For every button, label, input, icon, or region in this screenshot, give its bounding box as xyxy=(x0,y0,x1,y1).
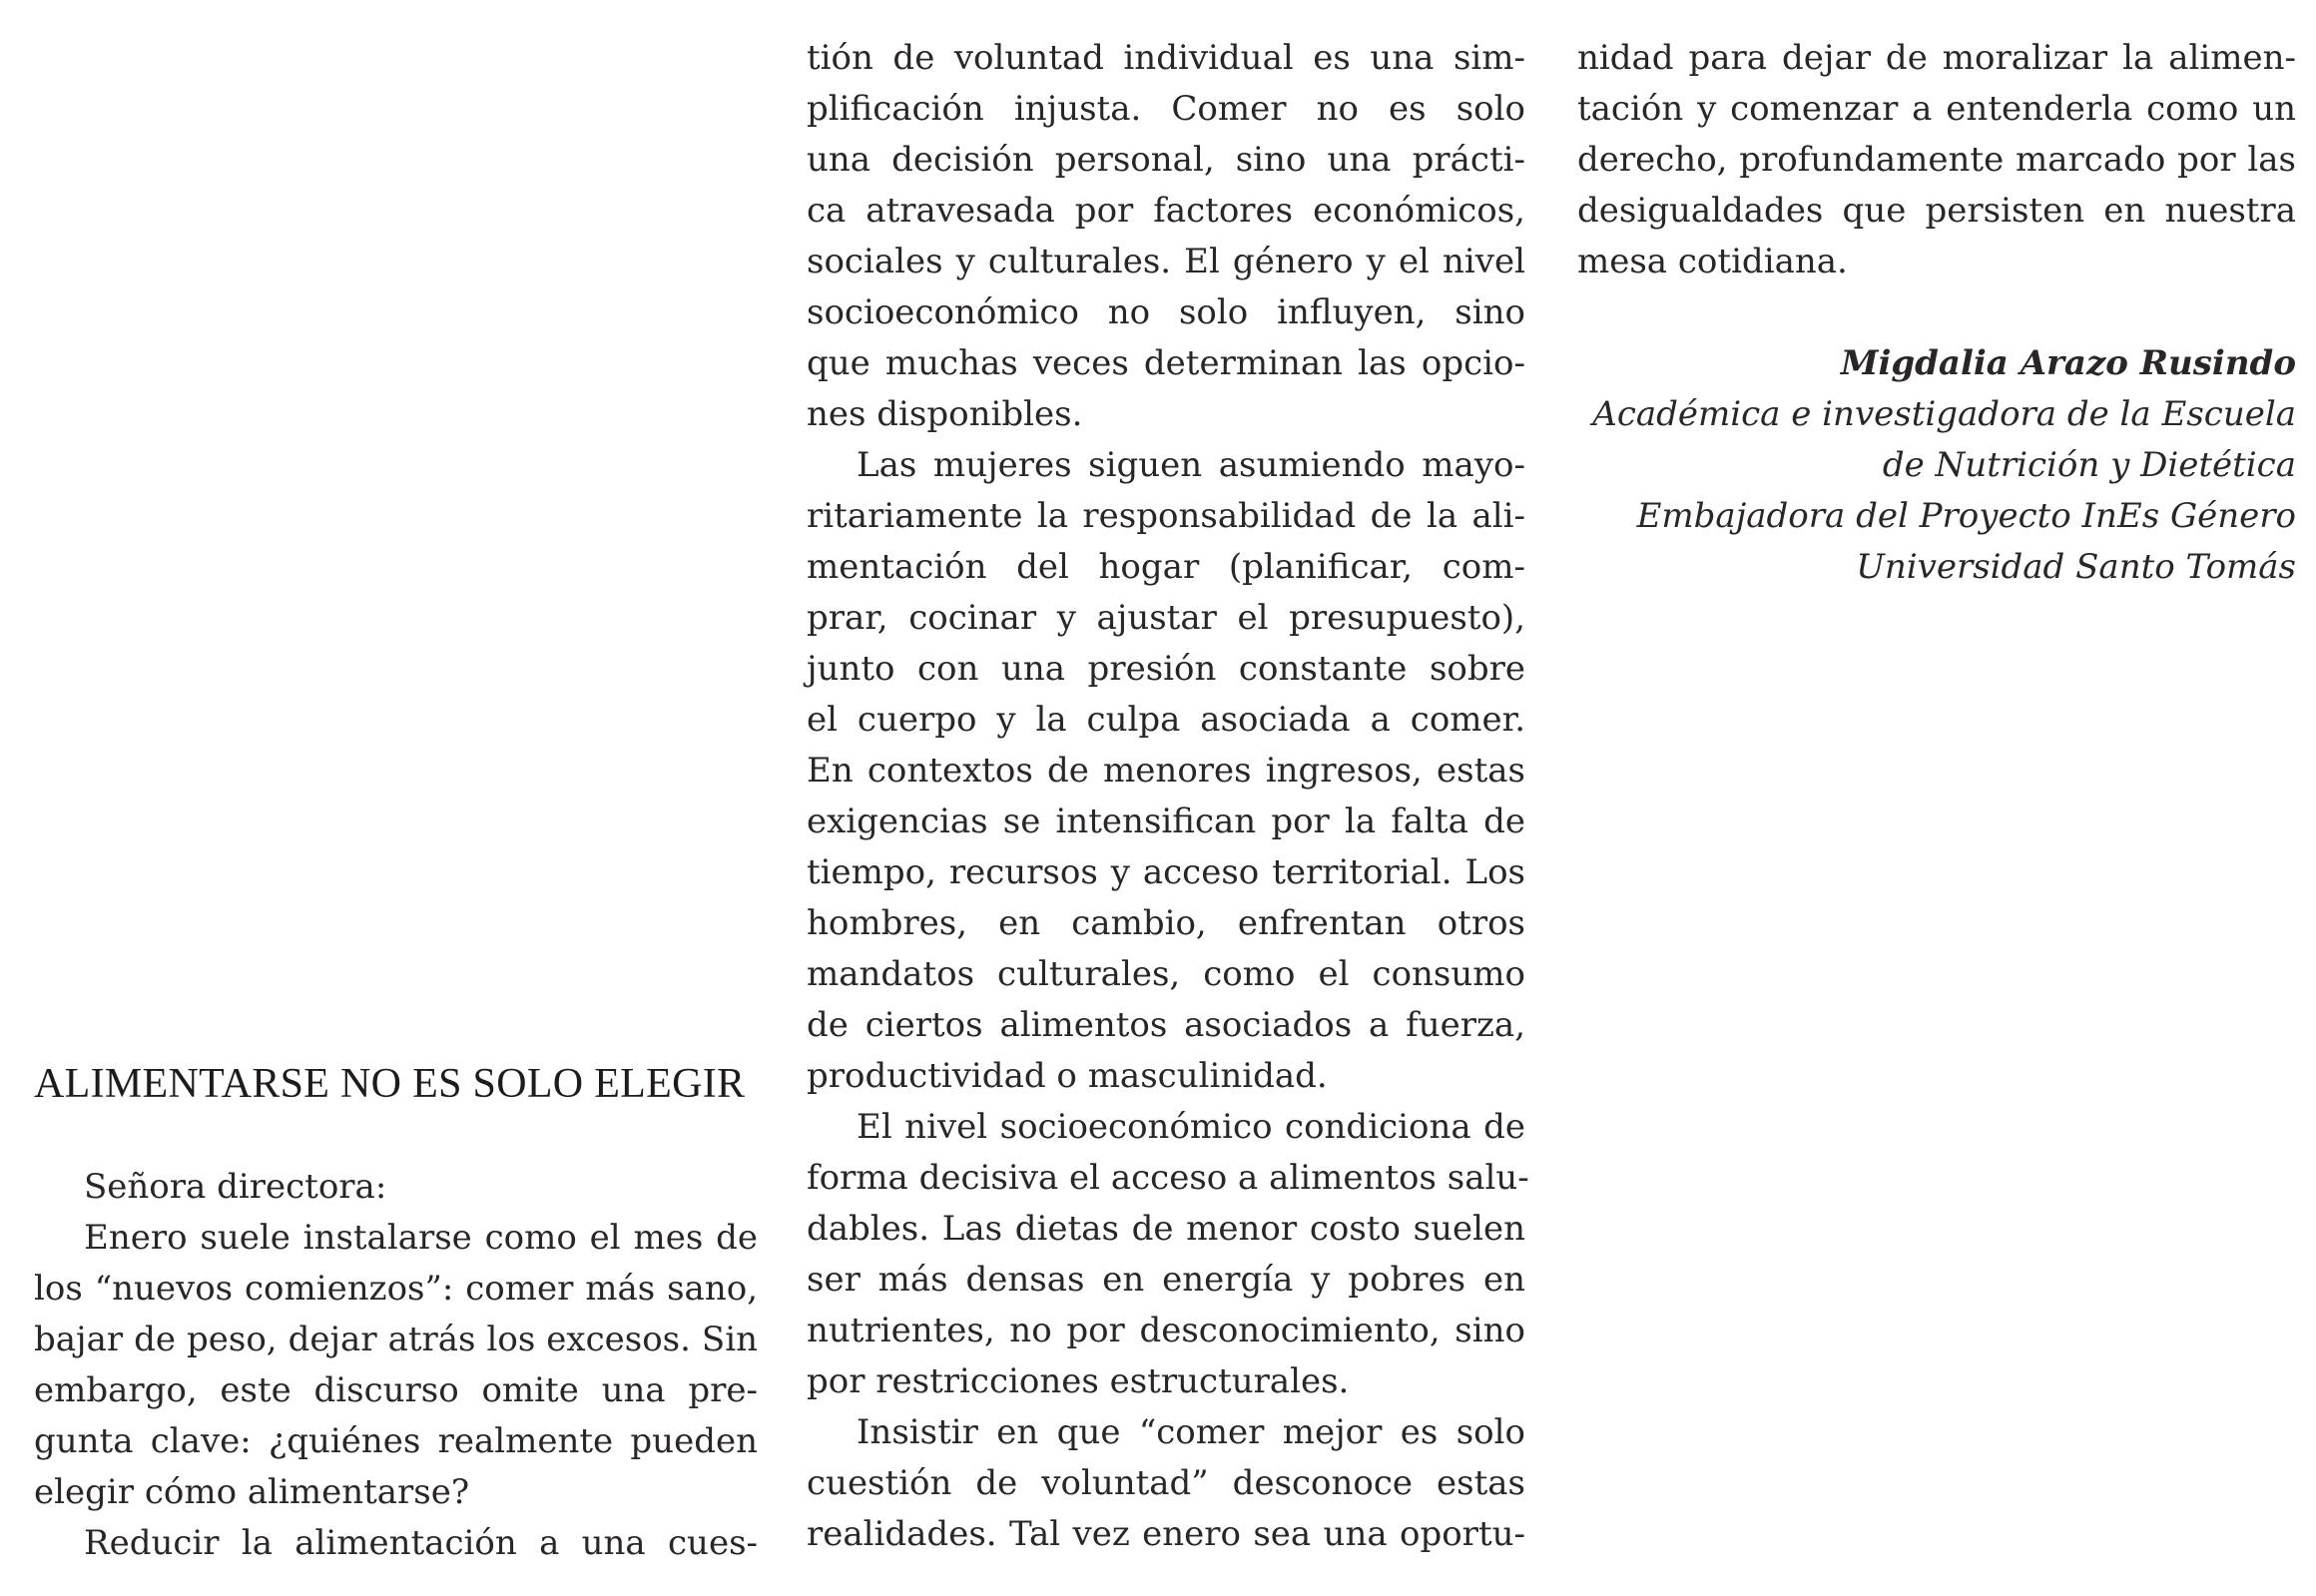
body-line: tiempo, recursos y acceso territorial. Los xyxy=(807,852,1525,892)
body-line: embargo, este discurso omite una pre- xyxy=(34,1370,758,1410)
body-line: Las mujeres siguen asumiendo mayo- xyxy=(857,445,1525,485)
author-affiliation: Embajadora del Proyecto InEs Género xyxy=(1636,496,2296,536)
body-line: elegir cómo alimentarse? xyxy=(34,1472,470,1512)
body-line: ser más densas en energía y pobres en xyxy=(807,1260,1525,1300)
body-line: plificación injusta. Comer no es solo xyxy=(807,89,1525,129)
body-line: bajar de peso, dejar atrás los excesos. Sin xyxy=(34,1320,758,1359)
body-line: forma decisiva el acceso a alimentos salu- xyxy=(807,1158,1529,1198)
body-line: por restricciones estructurales. xyxy=(807,1361,1350,1401)
body-line: nes disponibles. xyxy=(807,394,1083,434)
author-affiliation: Universidad Santo Tomás xyxy=(1856,547,2296,587)
body-line: exigencias se intensifican por la falta de xyxy=(807,801,1525,841)
body-line: desigualdades que persisten en nuestra xyxy=(1577,191,2296,231)
body-line: derecho, profundamente marcado por las xyxy=(1577,140,2296,180)
body-line: de ciertos alimentos asociados a fuerza, xyxy=(807,1005,1525,1045)
body-line: los “nuevos comienzos”: comer más sano, xyxy=(34,1269,758,1309)
body-line: productividad o masculinidad. xyxy=(807,1056,1328,1096)
body-line: junto con una presión constante sobre xyxy=(807,649,1525,689)
author-name: Migdalia Arazo Rusindo xyxy=(1840,343,2296,383)
body-line: ca atravesada por factores económicos, xyxy=(807,191,1525,231)
body-line: el cuerpo y la culpa asociada a comer. xyxy=(807,700,1525,740)
body-line: tión de voluntad individual es una sim- xyxy=(807,38,1525,78)
body-line: gunta clave: ¿quiénes realmente pueden xyxy=(34,1421,758,1461)
body-line: mesa cotidiana. xyxy=(1577,242,1848,281)
salutation: Señora directora: xyxy=(84,1167,387,1207)
body-line: nidad para dejar de moralizar la alimen- xyxy=(1577,38,2296,78)
body-line: socioeconómico no solo influyen, sino xyxy=(807,292,1525,332)
body-line: hombres, en cambio, enfrentan otros xyxy=(807,903,1525,943)
body-line: En contextos de menores ingresos, estas xyxy=(807,751,1525,791)
body-line: que muchas veces determinan las opcio- xyxy=(807,343,1525,383)
body-line: ritariamente la responsabilidad de la ali- xyxy=(807,496,1525,536)
body-line: mentación del hogar (planificar, com- xyxy=(807,547,1525,587)
body-line: sociales y culturales. El género y el nivel xyxy=(807,242,1525,281)
body-line: Reducir la alimentación a una cues- xyxy=(84,1523,758,1563)
body-line: mandatos culturales, como el consumo xyxy=(807,954,1525,994)
body-line: Enero suele instalarse como el mes de xyxy=(84,1218,758,1258)
body-line: realidades. Tal vez enero sea una oportu- xyxy=(807,1514,1525,1554)
body-line: nutrientes, no por desconocimiento, sino xyxy=(807,1311,1525,1350)
body-line: Insistir en que “comer mejor es solo xyxy=(857,1412,1525,1452)
body-line: tación y comenzar a entenderla como un xyxy=(1577,89,2296,129)
author-affiliation: Académica e investigadora de la Escuela xyxy=(1592,394,2296,434)
article-title: ALIMENTARSE NO ES SOLO ELEGIR xyxy=(34,1061,746,1107)
body-line: El nivel socioeconómico condiciona de xyxy=(857,1107,1525,1147)
body-line: una decisión personal, sino una prácti- xyxy=(807,140,1525,180)
body-line: cuestión de voluntad” desconoce estas xyxy=(807,1463,1525,1503)
author-affiliation: de Nutrición y Dietética xyxy=(1882,445,2296,485)
body-line: dables. Las dietas de menor costo suelen xyxy=(807,1209,1525,1249)
body-line: prar, cocinar y ajustar el presupuesto), xyxy=(807,598,1525,638)
